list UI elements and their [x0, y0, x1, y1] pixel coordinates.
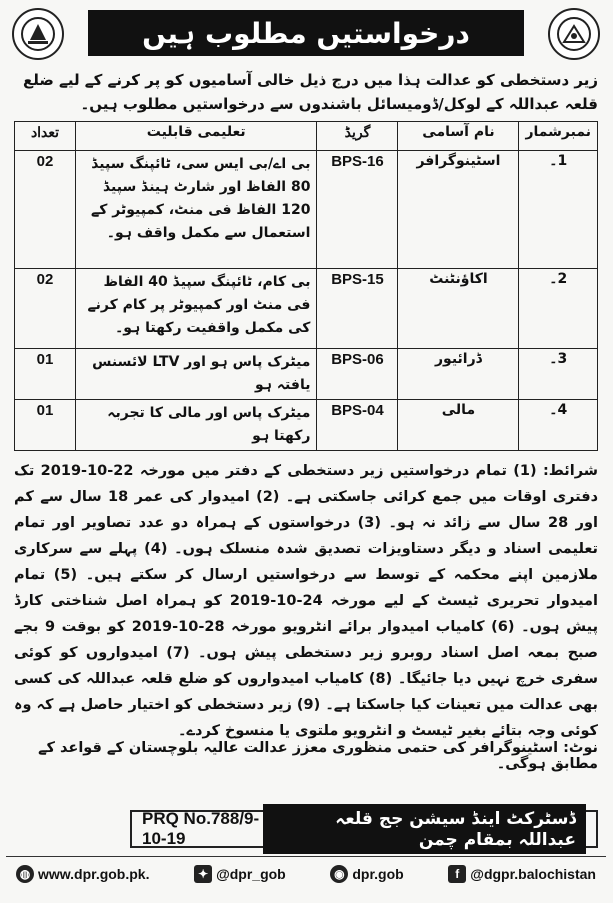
table-row [15, 269, 598, 349]
signature-block [130, 810, 598, 848]
website-link[interactable]: www.dpr.gob.pk. [38, 865, 150, 882]
footer [6, 856, 606, 890]
app-name[interactable]: dpr.gob [352, 865, 404, 882]
conditions-text: شرائط: (1) تمام درخواستیں زیر دستخطی کے دفتر میں مورخہ 22-10-2019 تک دفتری اوقات میں جمع کرائی جاسکتی ہے۔ (2) امیدوار کی عمر 18 سال سے کم اور 28 سال سے زائد نہ ہو۔ (3) درخواستوں کے ہمراہ دو عدد تصاویر اور تمام تعلیمی اسناد و دیگر دستاویزات تصدیق شدہ منسلک ہوں۔ (4) پہلے سے سرکاری ملازمین اپنے محکمہ کے توسط سے درخواستیں ارسال کر سکتے ہیں۔ (5) تمام امیدوار تحریری ٹیسٹ کے لیے مورخہ 24-10-2019 کو ہمراہ اصل شناختی کارڈ پیش ہوں۔ (6) کامیاب امیدوار برائے انٹرویو مورخہ 28-10-2019 کو بوقت 9 بجے صبح بمعہ اصل اسناد روبرو زیر دستخطی پیش ہوں۔ (7) امیدواروں کو کوئی سفری خرچ نہیں دیا جائیگا۔ (8) کامیاب امیدواروں کو ضلع قلعہ عبداللہ کی کسی بھی عدالت میں تعینات کیا جاسکتا ہے۔ (9) زیر دستخطی کو اختیار حاصل ہے کہ وہ کوئی وجہ بتائے بغیر ٹیسٹ و انٹرویو ملتوی یا منسوخ کردے۔ [14, 463, 599, 739]
globe-icon: ◍ [16, 865, 34, 883]
table-header-row [15, 122, 598, 151]
col-header-serial: نمبرشمار [519, 122, 598, 151]
twitter-handle[interactable]: @dpr_gob [216, 865, 286, 882]
app-icon: ◉ [330, 865, 348, 883]
facebook-icon: f [448, 865, 466, 883]
issuing-office: ڈسٹرکٹ اینڈ سیشن جج قلعہ عبداللہ بمقام چمن [263, 804, 586, 854]
cell-qualification: میٹرک پاس اور مالی کا تجربہ رکھتا ہو [76, 400, 317, 451]
prq-number: PRQ No.788/9-10-19 [142, 809, 260, 848]
table-row [15, 400, 598, 451]
government-emblem-icon [12, 8, 64, 60]
cell-qualification: بی اے/بی ایس سی، ٹائپنگ سپیڈ 80 الفاظ اور شارٹ ہینڈ سپیڈ 120 الفاظ فی منٹ، کمپیوٹر کے استعمال سے مکمل واقف ہو۔ [76, 151, 317, 269]
col-header-grade: گریڈ [317, 122, 398, 151]
cell-qualification: بی کام، ٹائپنگ سپیڈ 40 الفاظ فی منٹ اور کمپیوٹر پر کام کرنے کی مکمل واقفیت رکھتا ہو۔ [76, 269, 317, 349]
note-text: نوٹ: اسٹینوگرافر کی حتمی منظوری معزز عدالت عالیہ بلوچستان کے قواعد کے مطابق ہوگی۔ [38, 740, 598, 772]
cell-post: اسٹینوگرافر [398, 151, 519, 269]
page-title: درخواستیں مطلوب ہیں [88, 10, 524, 56]
cell-quantity: 01 [15, 349, 76, 400]
cell-grade: BPS-16 [317, 151, 398, 269]
header [6, 4, 606, 66]
intro-text: زیر دستخطی کو عدالت ہذا میں درج ذیل خالی آسامیوں کو پر کرنے کے لیے ضلع قلعہ عبداللہ کے لوکل/ڈومیسائل باشندوں سے درخواستیں مطلوب ہیں۔ [22, 71, 598, 113]
col-header-qualification: تعلیمی قابلیت [76, 122, 317, 151]
cell-post: ڈرائیور [398, 349, 519, 400]
cell-qualification: میٹرک پاس ہو اور LTV لائسنس یافتہ ہو [76, 349, 317, 400]
footer-app[interactable] [330, 865, 403, 883]
col-header-post: نام آسامی [398, 122, 519, 151]
footer-website[interactable] [16, 865, 149, 883]
cell-quantity: 02 [15, 269, 76, 349]
footer-twitter[interactable] [194, 865, 286, 883]
cell-serial: 3۔ [519, 349, 598, 400]
court-emblem-icon [548, 8, 600, 60]
cell-grade: BPS-04 [317, 400, 398, 451]
cell-quantity: 01 [15, 400, 76, 451]
cell-serial: 2۔ [519, 269, 598, 349]
cell-serial: 1۔ [519, 151, 598, 269]
twitter-icon: ✦ [194, 865, 212, 883]
cell-grade: BPS-06 [317, 349, 398, 400]
table-row [15, 349, 598, 400]
table-row [15, 151, 598, 269]
col-header-quantity: تعداد [15, 122, 76, 151]
cell-serial: 4۔ [519, 400, 598, 451]
facebook-handle[interactable]: @dgpr.balochistan [470, 865, 596, 882]
cell-post: اکاؤنٹنٹ [398, 269, 519, 349]
footer-facebook[interactable] [448, 865, 596, 883]
cell-grade: BPS-15 [317, 269, 398, 349]
cell-post: مالی [398, 400, 519, 451]
advertisement-page [6, 4, 606, 897]
cell-quantity: 02 [15, 151, 76, 269]
posts-table [14, 121, 598, 451]
